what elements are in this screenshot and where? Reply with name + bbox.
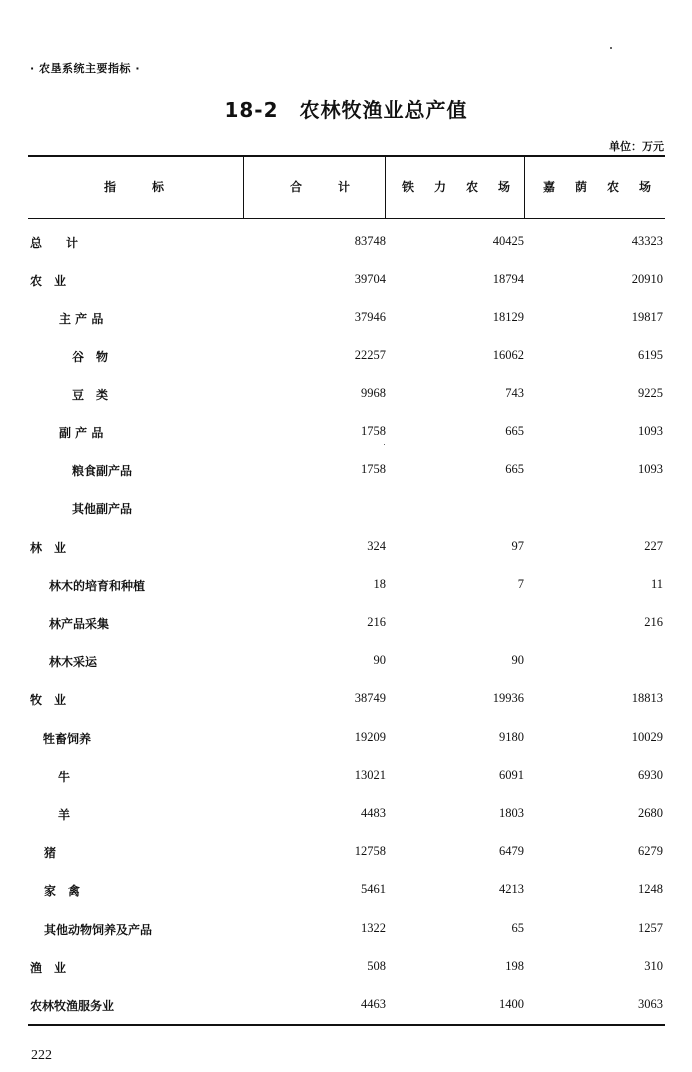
cell-jiayin: 20910 [631,272,663,286]
page-number: 222 [31,1048,52,1063]
table-row [28,768,665,788]
cell-total: 5461 [361,882,386,896]
column-header-tieli: 铁 力 农 场 [402,180,515,194]
cell-jiayin: 1257 [638,921,663,935]
bottom-rule [28,1024,665,1026]
table-row [28,234,665,254]
cell-jiayin: 19817 [631,310,663,324]
row-label: 牲畜饲养 [43,732,92,746]
row-label: 渔 业 [30,961,67,975]
cell-jiayin: 1093 [638,462,663,476]
table-row [28,500,665,520]
row-label: 豆 类 [72,388,109,402]
cell-total: 19209 [354,730,386,744]
table-row [28,730,665,750]
running-head: · 农垦系统主要指标 · [30,62,141,75]
cell-tieli: 18794 [492,272,524,286]
cell-tieli: 743 [505,386,524,400]
cell-total: 37946 [354,310,386,324]
table-row [28,615,665,635]
cell-total: 13021 [354,768,386,782]
table-row [28,959,665,979]
table-row [28,844,665,864]
cell-tieli: 7 [517,577,524,591]
cell-tieli: 1803 [499,806,524,820]
table-row [28,310,665,330]
row-label: 羊 [58,808,71,822]
cell-total: 4463 [361,997,386,1011]
column-header-indicator: 指 标 [104,180,169,194]
row-label: 牧 业 [30,693,67,707]
cell-tieli: 665 [505,462,524,476]
scan-speck [384,444,385,445]
row-label: 猪 [44,846,57,860]
cell-total: 9968 [361,386,386,400]
column-divider [243,157,244,218]
cell-total: 18 [373,577,386,591]
cell-total: 39704 [354,272,386,286]
column-header-jiayin: 嘉 荫 农 场 [543,180,656,194]
header-bottom-rule [28,218,665,219]
column-header-total: 合 计 [290,180,355,194]
row-label: 林木的培育和种植 [49,579,146,593]
table-row [28,653,665,673]
table-row [28,921,665,941]
cell-jiayin: 1093 [638,424,663,438]
cell-tieli: 40425 [492,234,524,248]
table-row [28,997,665,1017]
cell-jiayin: 216 [644,615,663,629]
table-row [28,386,665,406]
cell-tieli: 19936 [492,691,524,705]
cell-total: 216 [367,615,386,629]
cell-total: 83748 [354,234,386,248]
column-divider [524,157,525,218]
cell-tieli: 4213 [499,882,524,896]
row-label: 林木采运 [49,655,98,669]
cell-total: 38749 [354,691,386,705]
row-label: 林 业 [30,541,67,555]
table-row [28,424,665,444]
cell-jiayin: 18813 [631,691,663,705]
row-label: 主 产 品 [59,312,104,326]
row-label: 牛 [58,770,71,784]
table-row [28,691,665,711]
cell-jiayin: 2680 [638,806,663,820]
table-title: 18-2 农林牧渔业总产值 [224,98,468,122]
cell-jiayin: 227 [644,539,663,553]
cell-jiayin: 10029 [631,730,663,744]
cell-total: 22257 [354,348,386,362]
cell-jiayin: 43323 [631,234,663,248]
cell-jiayin: 9225 [638,386,663,400]
table-row [28,806,665,826]
cell-jiayin: 1248 [638,882,663,896]
cell-tieli: 665 [505,424,524,438]
cell-jiayin: 6930 [638,768,663,782]
row-label: 副 产 品 [59,426,104,440]
cell-total: 90 [373,653,386,667]
cell-total: 1758 [361,424,386,438]
cell-total: 324 [367,539,386,553]
cell-total: 1758 [361,462,386,476]
cell-tieli: 1400 [499,997,524,1011]
cell-tieli: 90 [511,653,524,667]
cell-jiayin: 11 [650,577,663,591]
cell-jiayin: 6279 [638,844,663,858]
table-row [28,462,665,482]
row-label: 其他副产品 [72,502,133,516]
table-row [28,348,665,368]
cell-total: 508 [367,959,386,973]
cell-tieli: 198 [505,959,524,973]
row-label: 总 计 [30,236,79,250]
table-row [28,882,665,902]
cell-jiayin: 6195 [638,348,663,362]
scan-speck [610,47,612,49]
cell-tieli: 16062 [492,348,524,362]
cell-jiayin: 310 [644,959,663,973]
top-rule [28,155,665,157]
cell-tieli: 9180 [499,730,524,744]
cell-total: 12758 [354,844,386,858]
row-label: 农 业 [30,274,67,288]
row-label: 家 禽 [44,884,81,898]
column-divider [385,157,386,218]
cell-tieli: 97 [511,539,524,553]
cell-tieli: 6479 [499,844,524,858]
row-label: 谷 物 [72,350,109,364]
row-label: 其他动物饲养及产品 [44,923,153,937]
cell-tieli: 6091 [499,768,524,782]
row-label: 农林牧渔服务业 [30,999,115,1013]
cell-total: 1322 [361,921,386,935]
table-row [28,539,665,559]
table-row [28,577,665,597]
row-label: 林产品采集 [49,617,110,631]
table-row [28,272,665,292]
cell-total: 4483 [361,806,386,820]
cell-jiayin: 3063 [638,997,663,1011]
unit-label: 单位：万元 [609,140,664,153]
row-label: 粮食副产品 [72,464,133,478]
cell-tieli: 18129 [492,310,524,324]
cell-tieli: 65 [511,921,524,935]
